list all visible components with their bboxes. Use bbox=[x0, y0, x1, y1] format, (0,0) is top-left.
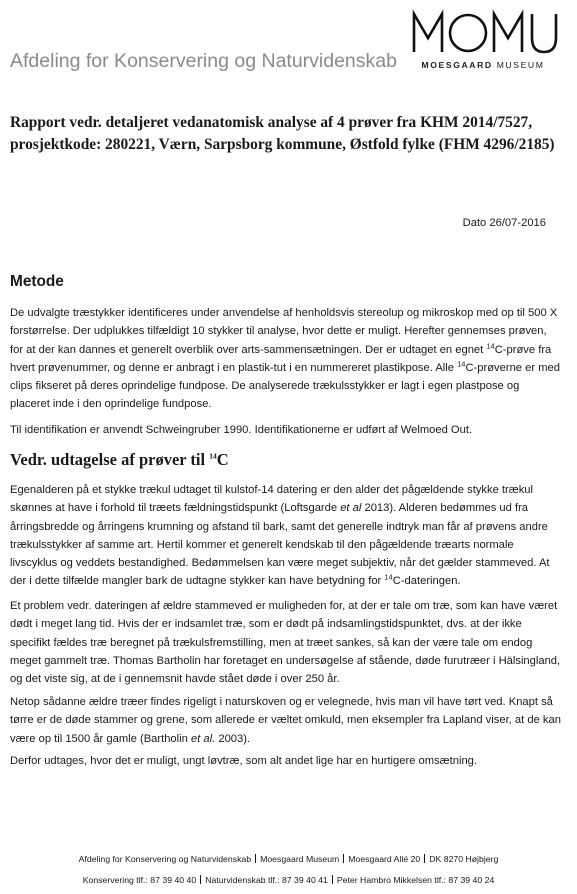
footer-separator bbox=[424, 854, 425, 863]
footer-separator bbox=[200, 875, 201, 884]
section-heading-udtagelse: Vedr. udtagelse af prøver til $^{14}$C bbox=[10, 450, 229, 469]
footer-separator bbox=[332, 875, 333, 884]
udtagelse-paragraph-4: Derfor udtages, hvor det er muligt, ungt løvtræ, som alt andet lige har en hurtigere omsætning. bbox=[10, 755, 477, 767]
footer-separator bbox=[343, 854, 344, 863]
metode-paragraph-2: Til identifikation er anvendt Schweingruber 1990. Identifikationerne er udført af Welmoed Out. bbox=[10, 424, 473, 436]
udtagelse-paragraph-2: Et problem vedr. dateringen af ældre stammeved er muligheden for, at der er tale om træ, som kan have været dødt i meget lang tid. Hvis der er indsamlet træ, som er dødt på indsamlingstidspunktet, dvs. at der ikke specifikt fældes træ beregnet på trækulsfremstilling, men at træet sankes, så kan der være tale om endog meget gammelt træ. Thomas Bartholin har foretaget en undersøgelse af stående, døde furutræer i Hälsingland, og det viste sig, at de i gennemsnit havde stået døde i over 250 år. bbox=[10, 600, 561, 686]
momu-logo bbox=[408, 8, 558, 78]
footer-phone-contact: Peter Hambro Mikkelsen tlf.: 87 39 40 24 bbox=[336, 875, 495, 885]
metode-paragraph-1: De udvalgte træstykker identificeres under anvendelse af henholdsvis stereolup og mikroskop med op til 500 X forstørrelse. Der udplukkes tilfældigt 10 stykker til analyse, hvor dette er muligt. Herefter gennemses prøven, for at der kan dannes et generelt overblik over arts-sammensætningen. Der er udtaget en egnet $^{14}$C-prøve fra hvert prøvenummer, og denne er anbragt i en plastik-tut i en nummereret plastikpose. Alle $^{14}$C-prøverne er med clips fikseret på deres oprindelige fundpose. De analyserede trækulsstykker er lagt i egen plastpose og placeret inde i den oprindelige fundpose. bbox=[10, 307, 560, 411]
momu-logo-mark bbox=[408, 8, 558, 56]
logo-subtitle: MOESGAARD MUSEUM bbox=[421, 60, 545, 70]
footer-line-1 bbox=[0, 854, 577, 864]
section-heading-metode: Metode bbox=[10, 273, 64, 290]
report-title: Rapport vedr. detaljeret vedanatomisk analyse af 4 prøver fra KHM 2014/7527, prosjektkode: 280221, Værn, Sarpsborg kommune, Østfold fylke (FHM 4296/2185) bbox=[10, 114, 555, 153]
footer-postal: DK 8270 Højbjerg bbox=[429, 854, 499, 864]
footer-department: Afdeling for Konservering og Naturvidenskab bbox=[78, 854, 252, 864]
footer-line-2 bbox=[0, 875, 577, 885]
footer-phone-naturvidenskab: Naturvidenskab tlf.: 87 39 40 41 bbox=[205, 875, 328, 885]
footer-address: Moesgaard Allé 20 bbox=[348, 854, 421, 864]
footer-museum: Moesgaard Museum bbox=[260, 854, 340, 864]
report-date: Dato 26/07-2016 bbox=[462, 217, 546, 229]
department-name: Afdeling for Konservering og Naturvidenskab bbox=[10, 50, 397, 72]
footer-phone-konservering: Konservering tlf.: 87 39 40 40 bbox=[82, 875, 197, 885]
udtagelse-paragraph-3: Netop sådanne ældre træer findes rigeligt i naturskoven og er velegnede, hvis man vil have tørt ved. Knapt så tørre er de døde stammer og grene, som allerede er væltet omkuld, men eksempler fra Lapland viser, at de kan være op til 1500 år gamle (Bartholin et al. 2003). bbox=[10, 696, 561, 745]
udtagelse-paragraph-1: Egenalderen på et stykke trækul udtaget til kulstof-14 datering er den alder det pågældende stykke trækul skønnes at have i forhold til træets fældningstidspunkt (Loftsgarde et al 2013). Alderen bedømmes ud fra årringsbredde og årringens krumning og afstand til bark, samt det generelle indtryk man får af prøvens andre trækulsstykker af samme art. Hertil kommer et generelt kendskab til den pågældende træarts normale livscyklus og veddets bestandighed. Bedømmelsen kan være meget subjektiv, når det gælder stammeved. At der i dette tilfælde mangler bark de udtagne stykker kan have betydning for $^{14}$C-dateringen. bbox=[10, 484, 550, 588]
footer-separator bbox=[255, 854, 256, 863]
